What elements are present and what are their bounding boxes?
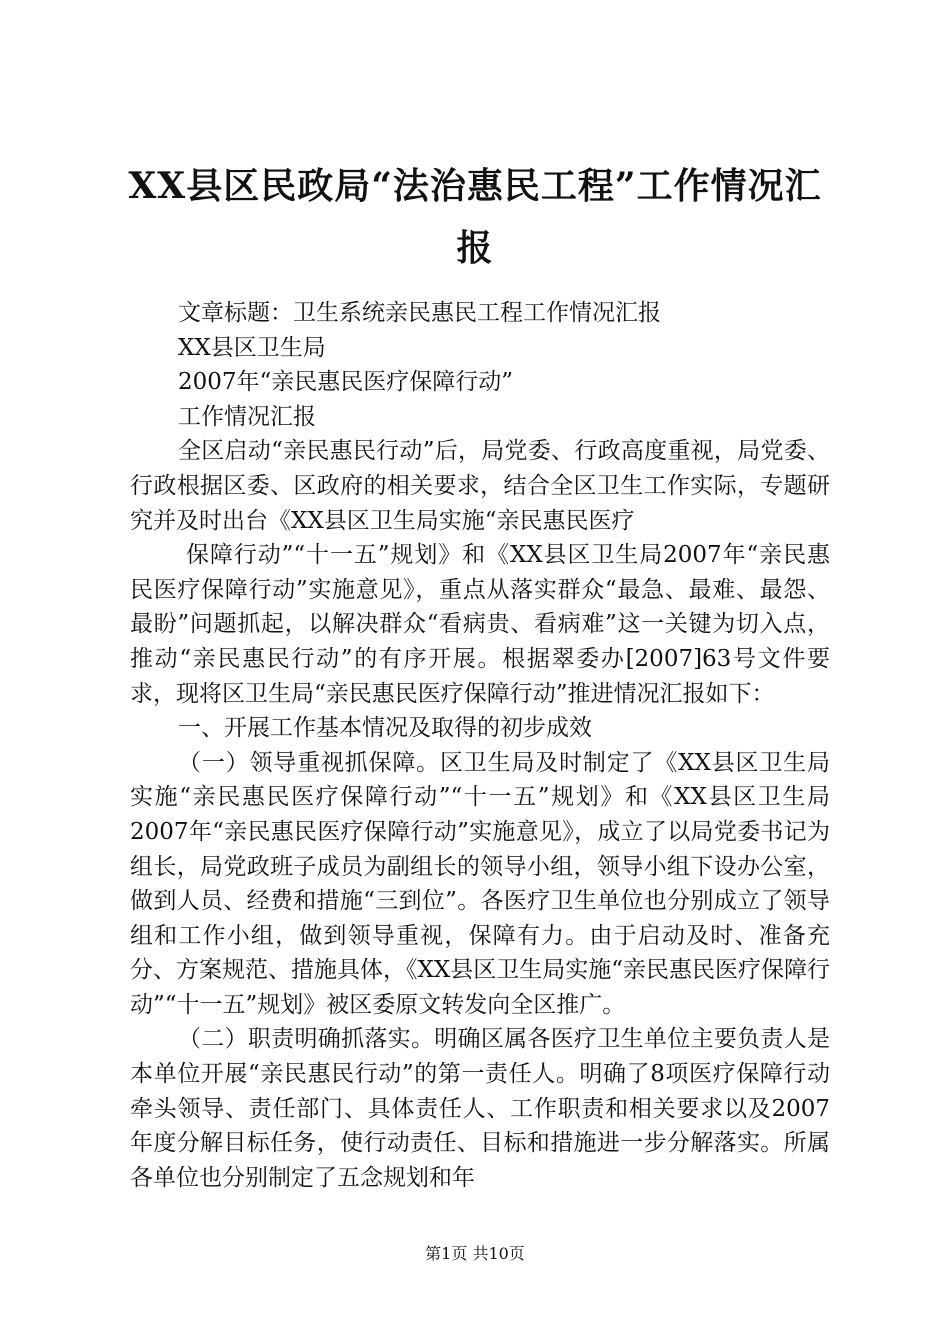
organization-line: XX县区卫生局 <box>178 334 326 361</box>
paragraph-leadership: （一）领导重视抓保障。区卫生局及时制定了《XX县区卫生局实施“亲民惠民医疗保障行动”“十一五”规划》和《XX县区卫生局2007年“亲民惠民医疗保障行动”实施意见》，成立了以局党委书记为组长，局党政班子成员为副组长的领导小组，领导小组下设办公室，做到人员、经费和措施“三到位”。各医疗卫生单位也分别成立了领导组和工作小组，做到领导重视，保障有力。由于启动及时、准备充分、方案规范、措施具体，《XX县区卫生局实施“亲民惠民医疗保障行动”“十一五”规划》被区委原文转发向全区推广。 <box>130 749 831 1018</box>
document-body <box>130 296 830 1195</box>
paragraph-continuation: 保障行动”“十一五”规划》和《XX县区卫生局2007年“亲民惠民医疗保障行动”实施意见》，重点从落实群众“最急、最难、最怨、最盼”问题抓起，以解决群众“看病贵、看病难”这一关键为切入点，推动“亲民惠民行动”的有序开展。根据翠委办[2007]63号文件要求，现将区卫生局“亲民惠民医疗保障行动”推进情况汇报如下： <box>130 542 830 707</box>
document-title: XX县区民政局“法治惠民工程”工作情况汇报 <box>128 165 822 269</box>
report-subtitle-line: 工作情况汇报 <box>178 403 316 430</box>
action-name-line: 2007年“亲民惠民医疗保障行动” <box>178 369 514 396</box>
page-number-footer: 第1页 共10页 <box>425 1244 525 1263</box>
section-heading: 一、开展工作基本情况及取得的初步成效 <box>178 715 592 742</box>
paragraph-responsibility: （二）职责明确抓落实。明确区属各医疗卫生单位主要负责人是本单位开展“亲民惠民行动”的第一责任人。明确了8项医疗保障行动牵头领导、责任部门、具体责任人、工作职责和相关要求以及2007年度分解目标任务，使行动责任、目标和措施进一步分解落实。所属各单位也分别制定了五念规划和年 <box>130 1026 830 1191</box>
article-title-line: 文章标题：卫生系统亲民惠民工程工作情况汇报 <box>178 300 661 326</box>
paragraph-intro: 全区启动“亲民惠民行动”后，局党委、行政高度重视，局党委、行政根据区委、区政府的相关要求，结合全区卫生工作实际，专题研究并及时出台《XX县区卫生局实施“亲民惠民医疗 <box>130 438 830 534</box>
